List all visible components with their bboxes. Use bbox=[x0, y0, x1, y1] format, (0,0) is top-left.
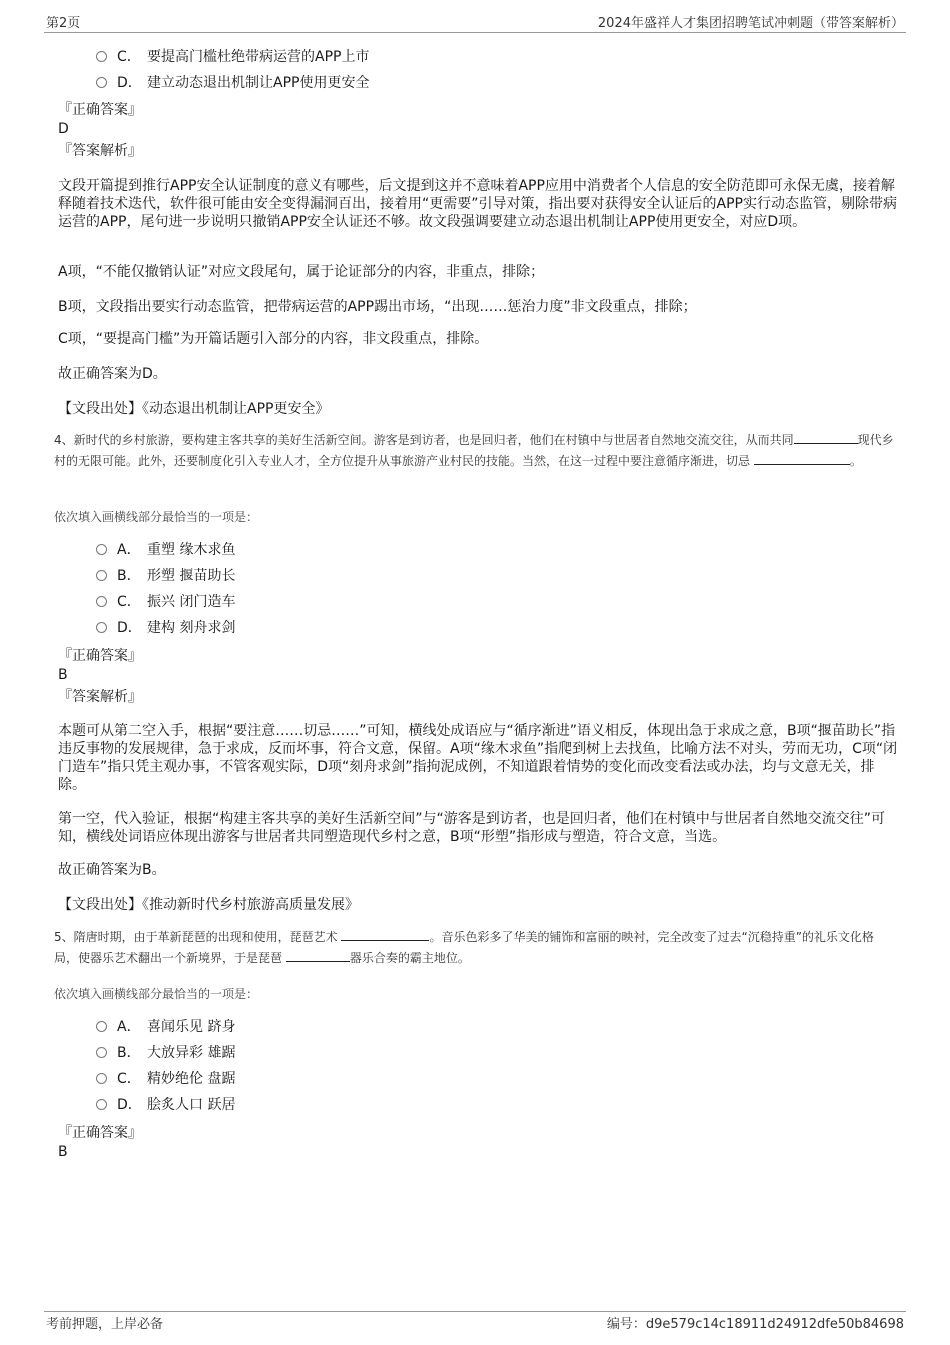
footer-divider bbox=[44, 1311, 906, 1312]
radio-icon[interactable] bbox=[96, 1047, 107, 1058]
source-label: 【文段出处】 bbox=[58, 897, 142, 913]
q3-option-d[interactable]: D． 建立动态退出机制让APP使用更安全 bbox=[96, 73, 369, 93]
fill-blank bbox=[341, 927, 429, 941]
fill-blank bbox=[286, 948, 350, 962]
document-title: 2024年盛祥人才集团招聘笔试冲刺题（带答案解析） bbox=[597, 16, 904, 31]
q5-answer-label: 『正确答案』 bbox=[58, 1125, 142, 1141]
q4-option-d[interactable]: D． 建构 刻舟求剑 bbox=[96, 618, 235, 638]
q4-analysis-paragraph: 第一空，代入验证，根据“构建主客共享的美好生活新空间”与“游客是到访者，也是回归者，他们在村镇中与世居者自然地交流交往”可知，横线处词语应体现出游客与世居者共同塑造现代乡村之意，B项“形塑”指形成与塑造，符合文意，当选。 bbox=[58, 811, 886, 845]
radio-icon[interactable] bbox=[96, 544, 107, 555]
source-label: 【文段出处】 bbox=[58, 401, 142, 417]
radio-icon[interactable] bbox=[96, 51, 107, 62]
q4-instruction: 依次填入画横线部分最恰当的一项是： bbox=[54, 510, 259, 524]
document-code bbox=[607, 1313, 904, 1332]
q4-analysis-paragraph: 本题可从第二空入手，根据“要注意……切忌……”可知，横线处成语应与“循序渐进”语义相反，体现出急于求成之意，B项“揠苗助长”指违反事物的发展规律，急于求成，反而坏事，符合文意，保留。A项“缘木求鱼”指爬到树上去找鱼，比喻方法不对头，劳而无功，C项“闭门造车”指只凭主观办事，不管客观实际，D项“刻舟求剑”指拘泥成例，不知道跟着情势的变化而改变看法或办法，均与文意无关，排除。 bbox=[58, 723, 898, 793]
q3-analysis-paragraph: C项，“要提高门槛”为开篇话题引入部分的内容，非文段重点，排除。 bbox=[58, 331, 489, 347]
q4-answer: B bbox=[58, 667, 68, 683]
q4-answer-label: 『正确答案』 bbox=[58, 648, 142, 664]
q5-answer: B bbox=[58, 1144, 68, 1160]
q4-option-a[interactable]: A． 重塑 缘木求鱼 bbox=[96, 540, 235, 560]
code-label: 编号： bbox=[606, 1317, 646, 1332]
q3-analysis-paragraph: 文段开篇提到推行APP安全认证制度的意义有哪些，后文提到这并不意味着APP应用中消费者个人信息的安全防范即可永保无虞，接着解释随着技术迭代，软件很可能由安全变得漏洞百出，接着用“更需要”引导对策，指出要对获得安全认证后的APP实行动态监管，剔除带病运营的APP，尾句进一步说明只撤销APP安全认证还不够。故文段强调要建立动态退出机制让APP使用更安全，对应D项。 bbox=[58, 178, 897, 230]
q4-question-text: 4、新时代的乡村旅游，要构建主客共享的美好生活新空间。游客是到访者，也是回归者，他们在村镇中与世居者自然地交流交往，从而共同 现代乡村的无限可能。此外，还要制度化引入专业人才，全方位提升从事旅游产业村民的技能。当然，在这一过程中要注意循序渐进，切忌 。 bbox=[54, 430, 896, 472]
q4-source bbox=[58, 894, 359, 914]
source-title: 《推动新时代乡村旅游高质量发展》 bbox=[142, 897, 359, 913]
q5-option-a[interactable]: A． 喜闻乐见 跻身 bbox=[96, 1017, 235, 1037]
radio-icon[interactable] bbox=[96, 596, 107, 607]
q3-analysis-paragraph: B项，文段指出要实行动态监管，把带病运营的APP踢出市场，“出现……惩治力度”非文段重点，排除； bbox=[58, 299, 697, 315]
radio-icon[interactable] bbox=[96, 1099, 107, 1110]
q3-analysis-label: 『答案解析』 bbox=[58, 143, 142, 159]
radio-icon[interactable] bbox=[96, 622, 107, 633]
q3-analysis-paragraph: 故正确答案为D。 bbox=[58, 366, 167, 382]
q4-option-c[interactable]: C． 振兴 闭门造车 bbox=[96, 592, 235, 612]
q3-answer-label: 『正确答案』 bbox=[58, 102, 142, 118]
q5-option-c[interactable]: C． 精妙绝伦 盘踞 bbox=[96, 1069, 235, 1089]
footer-slogan: 考前押题，上岸必备 bbox=[46, 1317, 164, 1332]
q5-option-d[interactable]: D． 脍炙人口 跃居 bbox=[96, 1095, 235, 1115]
q5-question-text: 5、隋唐时期，由于革新琵琶的出现和使用，琵琶艺术 。音乐色彩多了华美的铺饰和富丽的映衬，完全改变了过去“沉稳持重”的礼乐文化格局，使器乐艺术翻出一个新境界，于是琵琶 器乐合奏的霸主地位。 bbox=[54, 927, 896, 969]
q4-analysis-label: 『答案解析』 bbox=[58, 689, 142, 705]
header-divider bbox=[44, 32, 906, 33]
q4-analysis-paragraph: 故正确答案为B。 bbox=[58, 862, 166, 878]
fill-blank bbox=[754, 451, 850, 465]
page-number: 第2页 bbox=[46, 16, 81, 31]
q3-option-c[interactable]: C． 要提高门槛杜绝带病运营的APP上市 bbox=[96, 47, 369, 67]
radio-icon[interactable] bbox=[96, 77, 107, 88]
q3-source bbox=[58, 398, 329, 418]
q3-answer: D bbox=[58, 121, 69, 137]
q3-analysis-paragraph: A项，“不能仅撤销认证”对应文段尾句，属于论证部分的内容，非重点，排除； bbox=[58, 264, 545, 280]
radio-icon[interactable] bbox=[96, 570, 107, 581]
q5-instruction: 依次填入画横线部分最恰当的一项是： bbox=[54, 987, 259, 1001]
fill-blank bbox=[794, 430, 858, 444]
radio-icon[interactable] bbox=[96, 1021, 107, 1032]
q5-option-b[interactable]: B． 大放异彩 雄踞 bbox=[96, 1043, 235, 1063]
q4-option-b[interactable]: B． 形塑 揠苗助长 bbox=[96, 566, 235, 586]
radio-icon[interactable] bbox=[96, 1073, 107, 1084]
code-value: d9e579c14c18911d24912dfe50b84698 bbox=[645, 1317, 904, 1332]
source-title: 《动态退出机制让APP更安全》 bbox=[142, 401, 330, 417]
